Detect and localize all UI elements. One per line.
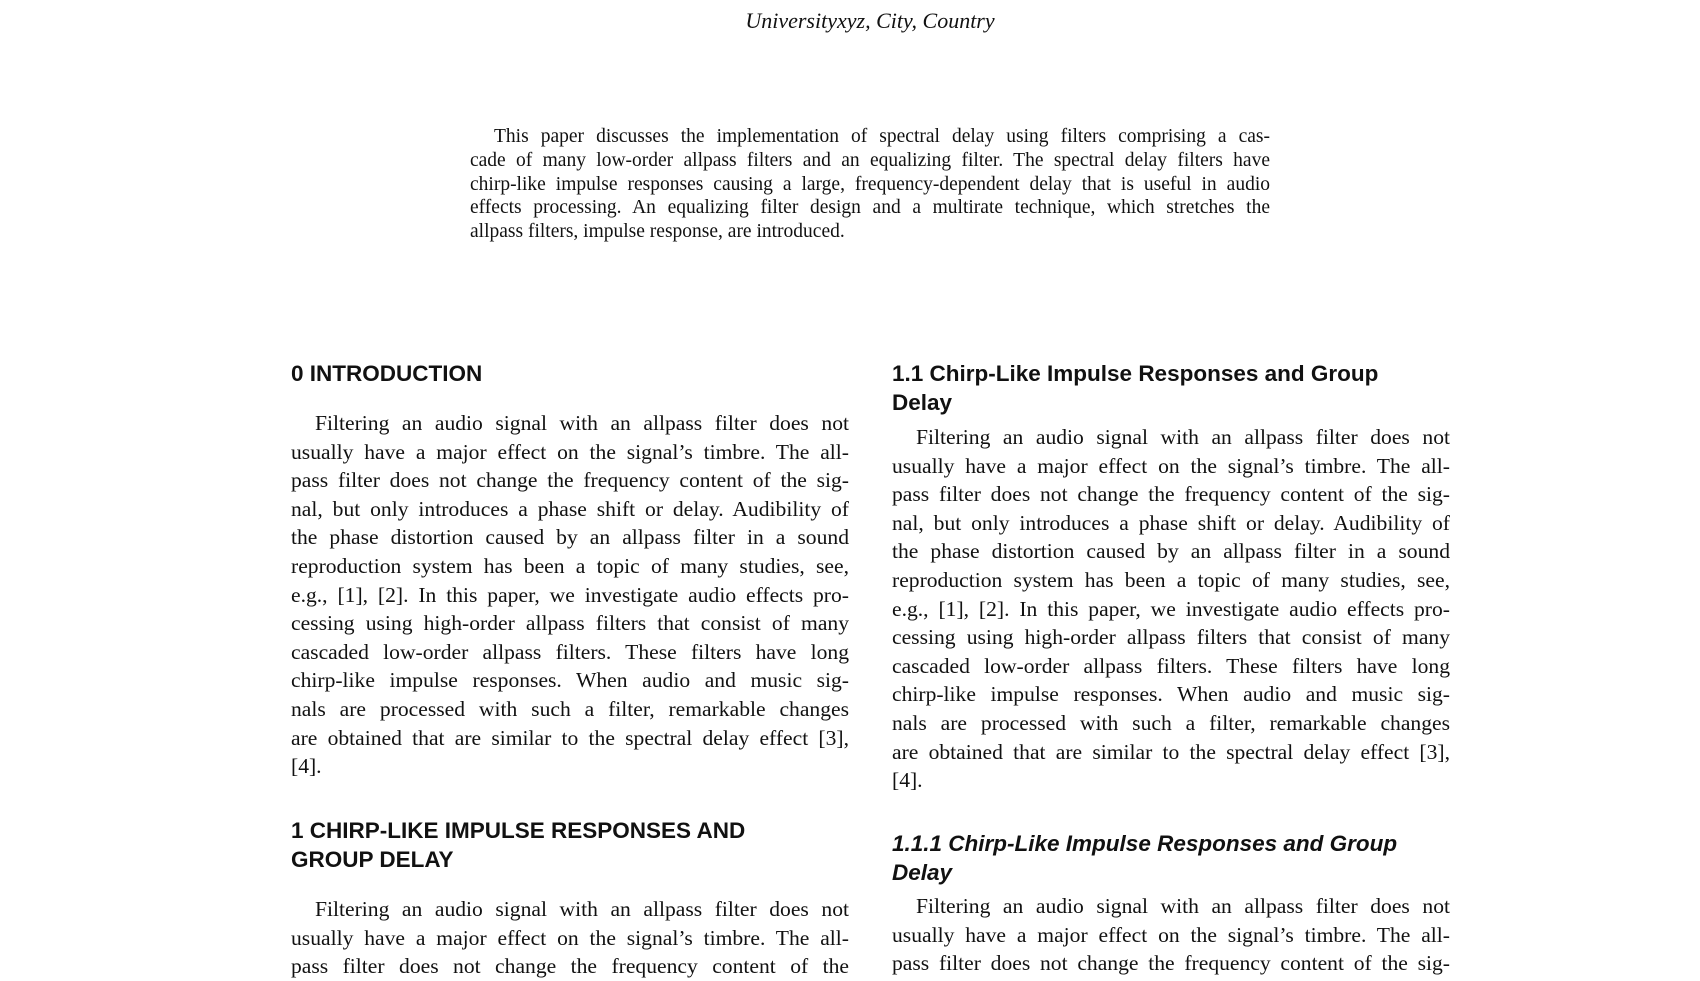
section-heading-1 <box>291 817 849 874</box>
text-line: chirp-like impulse responses. When audio and music sig- <box>892 682 1450 707</box>
text-line: Filtering an audio signal with an allpass filter does not <box>916 894 1450 918</box>
text-line: the phase distortion caused by an allpass filter in a sound <box>892 539 1450 564</box>
text-line: [4]. <box>892 768 923 793</box>
text-line: chirp-like impulse responses. When audio and music sig- <box>291 668 849 693</box>
text-line: usually have a major effect on the signal’s timbre. The all- <box>291 439 849 464</box>
heading-line: 1.1.1 Chirp-Like Impulse Responses and Group <box>892 831 1398 856</box>
text-line: e.g., [1], [2]. In this paper, we investigate audio effects pro- <box>291 582 849 607</box>
text-line: Filtering an audio signal with an allpass filter does not <box>315 411 849 435</box>
text-line: cade of many low-order allpass filters and an equalizing filter. The spectral delay filters have <box>470 149 1270 171</box>
text-line: cascaded low-order allpass filters. These filters have long <box>892 653 1450 678</box>
introduction-paragraph <box>291 409 849 781</box>
text-line: pass filter does not change the frequency content of the sig- <box>291 468 849 493</box>
text-line: nals are processed with such a filter, remarkable changes <box>291 696 849 721</box>
section-1-paragraph <box>291 895 849 981</box>
text-line: e.g., [1], [2]. In this paper, we investigate audio effects pro- <box>892 596 1450 621</box>
abstract <box>470 125 1270 244</box>
text-line: are obtained that are similar to the spectral delay effect [3], <box>291 725 849 750</box>
text-line: usually have a major effect on the signal’s timbre. The all- <box>892 922 1450 947</box>
subsection-heading-1-1 <box>892 360 1450 417</box>
text-line: cessing using high-order allpass filters that consist of many <box>892 625 1450 650</box>
text-line: nal, but only introduces a phase shift or delay. Audibility of <box>291 496 849 521</box>
affiliation: Universityxyz, City, Country <box>745 8 995 33</box>
text-line: nals are processed with such a filter, remarkable changes <box>892 710 1450 735</box>
heading-line: Delay <box>892 859 953 885</box>
subsection-1-1-paragraph <box>892 423 1450 795</box>
heading-line: Delay <box>892 389 953 415</box>
text-line: reproduction system has been a topic of many studies, see, <box>291 553 849 578</box>
text-line: Filtering an audio signal with an allpass filter does not <box>916 425 1450 449</box>
text-line: effects processing. An equalizing filter design and a multirate technique, which stretches the <box>470 197 1270 219</box>
text-line: allpass filters, impulse response, are introduced. <box>470 221 845 243</box>
text-line: cascaded low-order allpass filters. These filters have long <box>291 639 849 664</box>
text-line: pass filter does not change the frequency content of the sig- <box>892 482 1450 507</box>
text-line: are obtained that are similar to the spectral delay effect [3], <box>892 739 1450 764</box>
text-line: usually have a major effect on the signal’s timbre. The all- <box>291 925 849 950</box>
subsubsection-1-1-1-paragraph <box>892 892 1450 978</box>
text-line: usually have a major effect on the signal’s timbre. The all- <box>892 453 1450 478</box>
text-line: nal, but only introduces a phase shift or delay. Audibility of <box>892 510 1450 535</box>
text-line: cessing using high-order allpass filters that consist of many <box>291 611 849 636</box>
text-line: reproduction system has been a topic of many studies, see, <box>892 567 1450 592</box>
text-line: pass filter does not change the frequency content of the sig- <box>892 951 1450 976</box>
text-line: the phase distortion caused by an allpass filter in a sound <box>291 525 849 550</box>
heading-line: GROUP DELAY <box>291 846 454 872</box>
section-heading-introduction: 0 INTRODUCTION <box>291 361 483 386</box>
text-line: [4]. <box>291 754 322 779</box>
text-line: pass filter does not change the frequency content of the <box>291 954 849 979</box>
text-line: Filtering an audio signal with an allpass filter does not <box>315 897 849 921</box>
heading-line: 1.1 Chirp-Like Impulse Responses and Group <box>892 361 1379 386</box>
text-line: chirp-like impulse responses causing a large, frequency-dependent delay that is useful in audio <box>470 173 1270 195</box>
heading-line: 1 CHIRP-LIKE IMPULSE RESPONSES AND <box>291 818 746 843</box>
subsubsection-heading-1-1-1 <box>892 830 1450 887</box>
text-line: This paper discusses the implementation of spectral delay using filters comprising a cas- <box>494 126 1270 147</box>
